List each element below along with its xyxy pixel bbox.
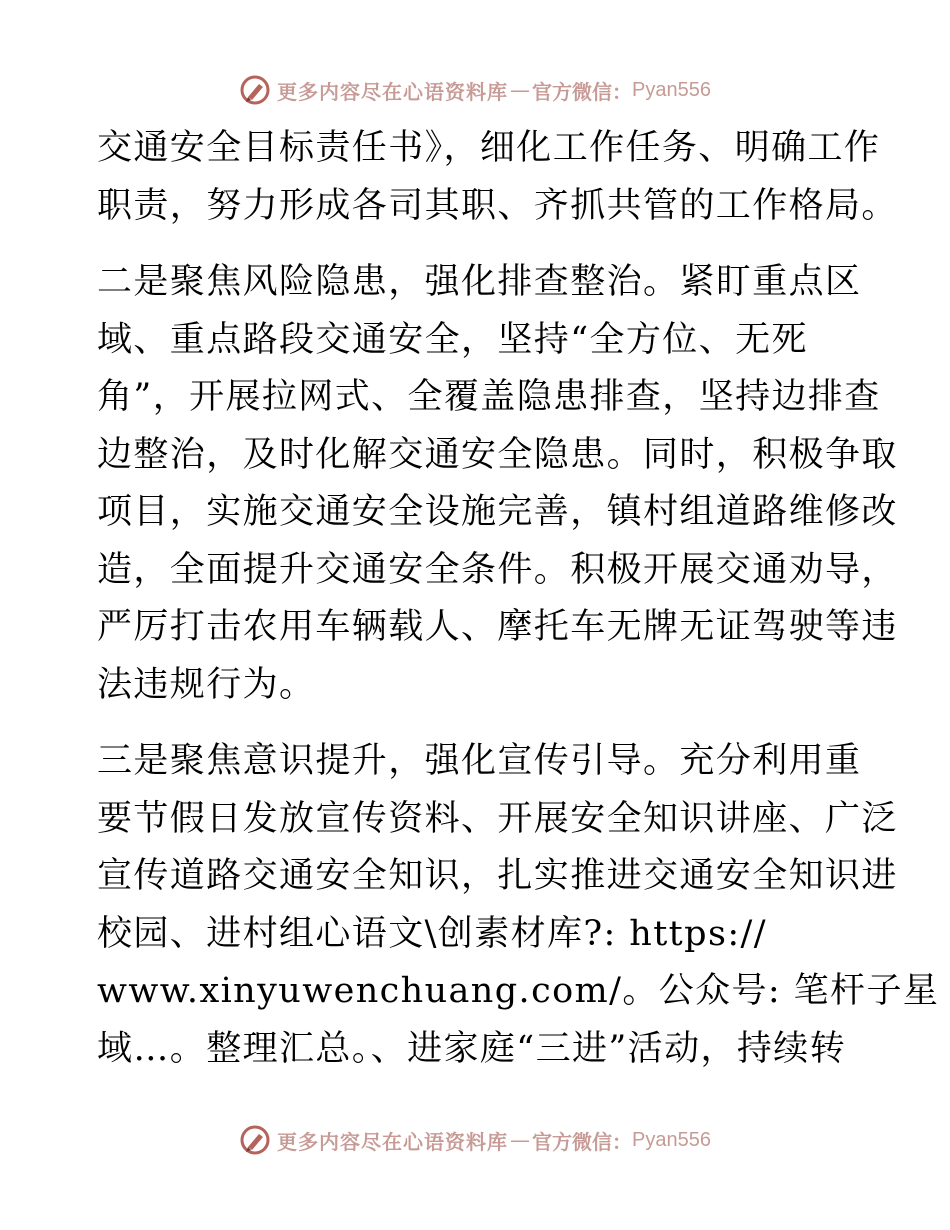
text-line: 宣传道路交通安全知识，扎实推进交通安全知识进 bbox=[97, 856, 898, 896]
text-line: 二是聚焦风险隐患，强化排查整治。紧盯重点区 bbox=[97, 262, 862, 302]
text-line: 造，全面提升交通安全条件。积极开展交通劝导， bbox=[97, 549, 898, 590]
header-watermark-banner bbox=[0, 70, 950, 110]
text-line: 三是聚焦意识提升，强化宣传引导。充分利用重 bbox=[97, 741, 862, 781]
text-line: 边整治，及时化解交通安全隐患。同时，积极争取 bbox=[97, 434, 898, 475]
banner-text: 更多内容尽在心语资料库 bbox=[277, 1129, 509, 1154]
paragraph-intro-continuation bbox=[97, 120, 898, 235]
text-line: 职责，努力形成各司其职、齐抓共管的工作格局。 bbox=[97, 185, 898, 226]
banner-label: 官方微信： bbox=[532, 1129, 633, 1154]
paragraph-risk-hazards bbox=[97, 254, 898, 714]
text-line: 项目，实施交通安全设施完善，镇村组道路维修改 bbox=[97, 492, 898, 532]
banner-handle: Pyan556 bbox=[632, 78, 711, 101]
banner-dash: — bbox=[510, 1128, 531, 1152]
text-line: 法违规行为。 bbox=[97, 664, 316, 705]
footer-watermark-banner bbox=[0, 1120, 950, 1160]
pen-logo-icon bbox=[239, 1124, 271, 1156]
text-line: 域、重点路段交通安全，坚持“全方位、无死 bbox=[97, 319, 808, 360]
pen-logo-icon bbox=[239, 74, 271, 106]
text-line: 域…。整理汇总。、进家庭“三进”活动，持续转 bbox=[97, 1028, 847, 1069]
banner-handle: Pyan556 bbox=[632, 1128, 711, 1151]
text-line: 校园、进村组心语文\创素材库?: https:// bbox=[97, 913, 767, 954]
paragraph-awareness-promotion bbox=[97, 733, 940, 1078]
banner-text: 更多内容尽在心语资料库 bbox=[277, 79, 509, 104]
text-line: 要节假日发放宣传资料、开展安全知识讲座、广泛 bbox=[97, 798, 898, 839]
banner-dash: — bbox=[510, 78, 531, 102]
text-line: 交通安全目标责任书》，细化工作任务、明确工作 bbox=[97, 128, 881, 168]
text-line: www.xinyuwenchuang.com/。公众号: 笔杆子星 bbox=[97, 971, 940, 1011]
document-body bbox=[97, 120, 940, 1078]
banner-label: 官方微信： bbox=[532, 79, 633, 104]
text-line: 严厉打击农用车辆载人、摩托车无牌无证驾驶等违 bbox=[97, 607, 898, 647]
text-line: 角”，开展拉网式、全覆盖隐患排查，坚持边排查 bbox=[97, 377, 881, 417]
